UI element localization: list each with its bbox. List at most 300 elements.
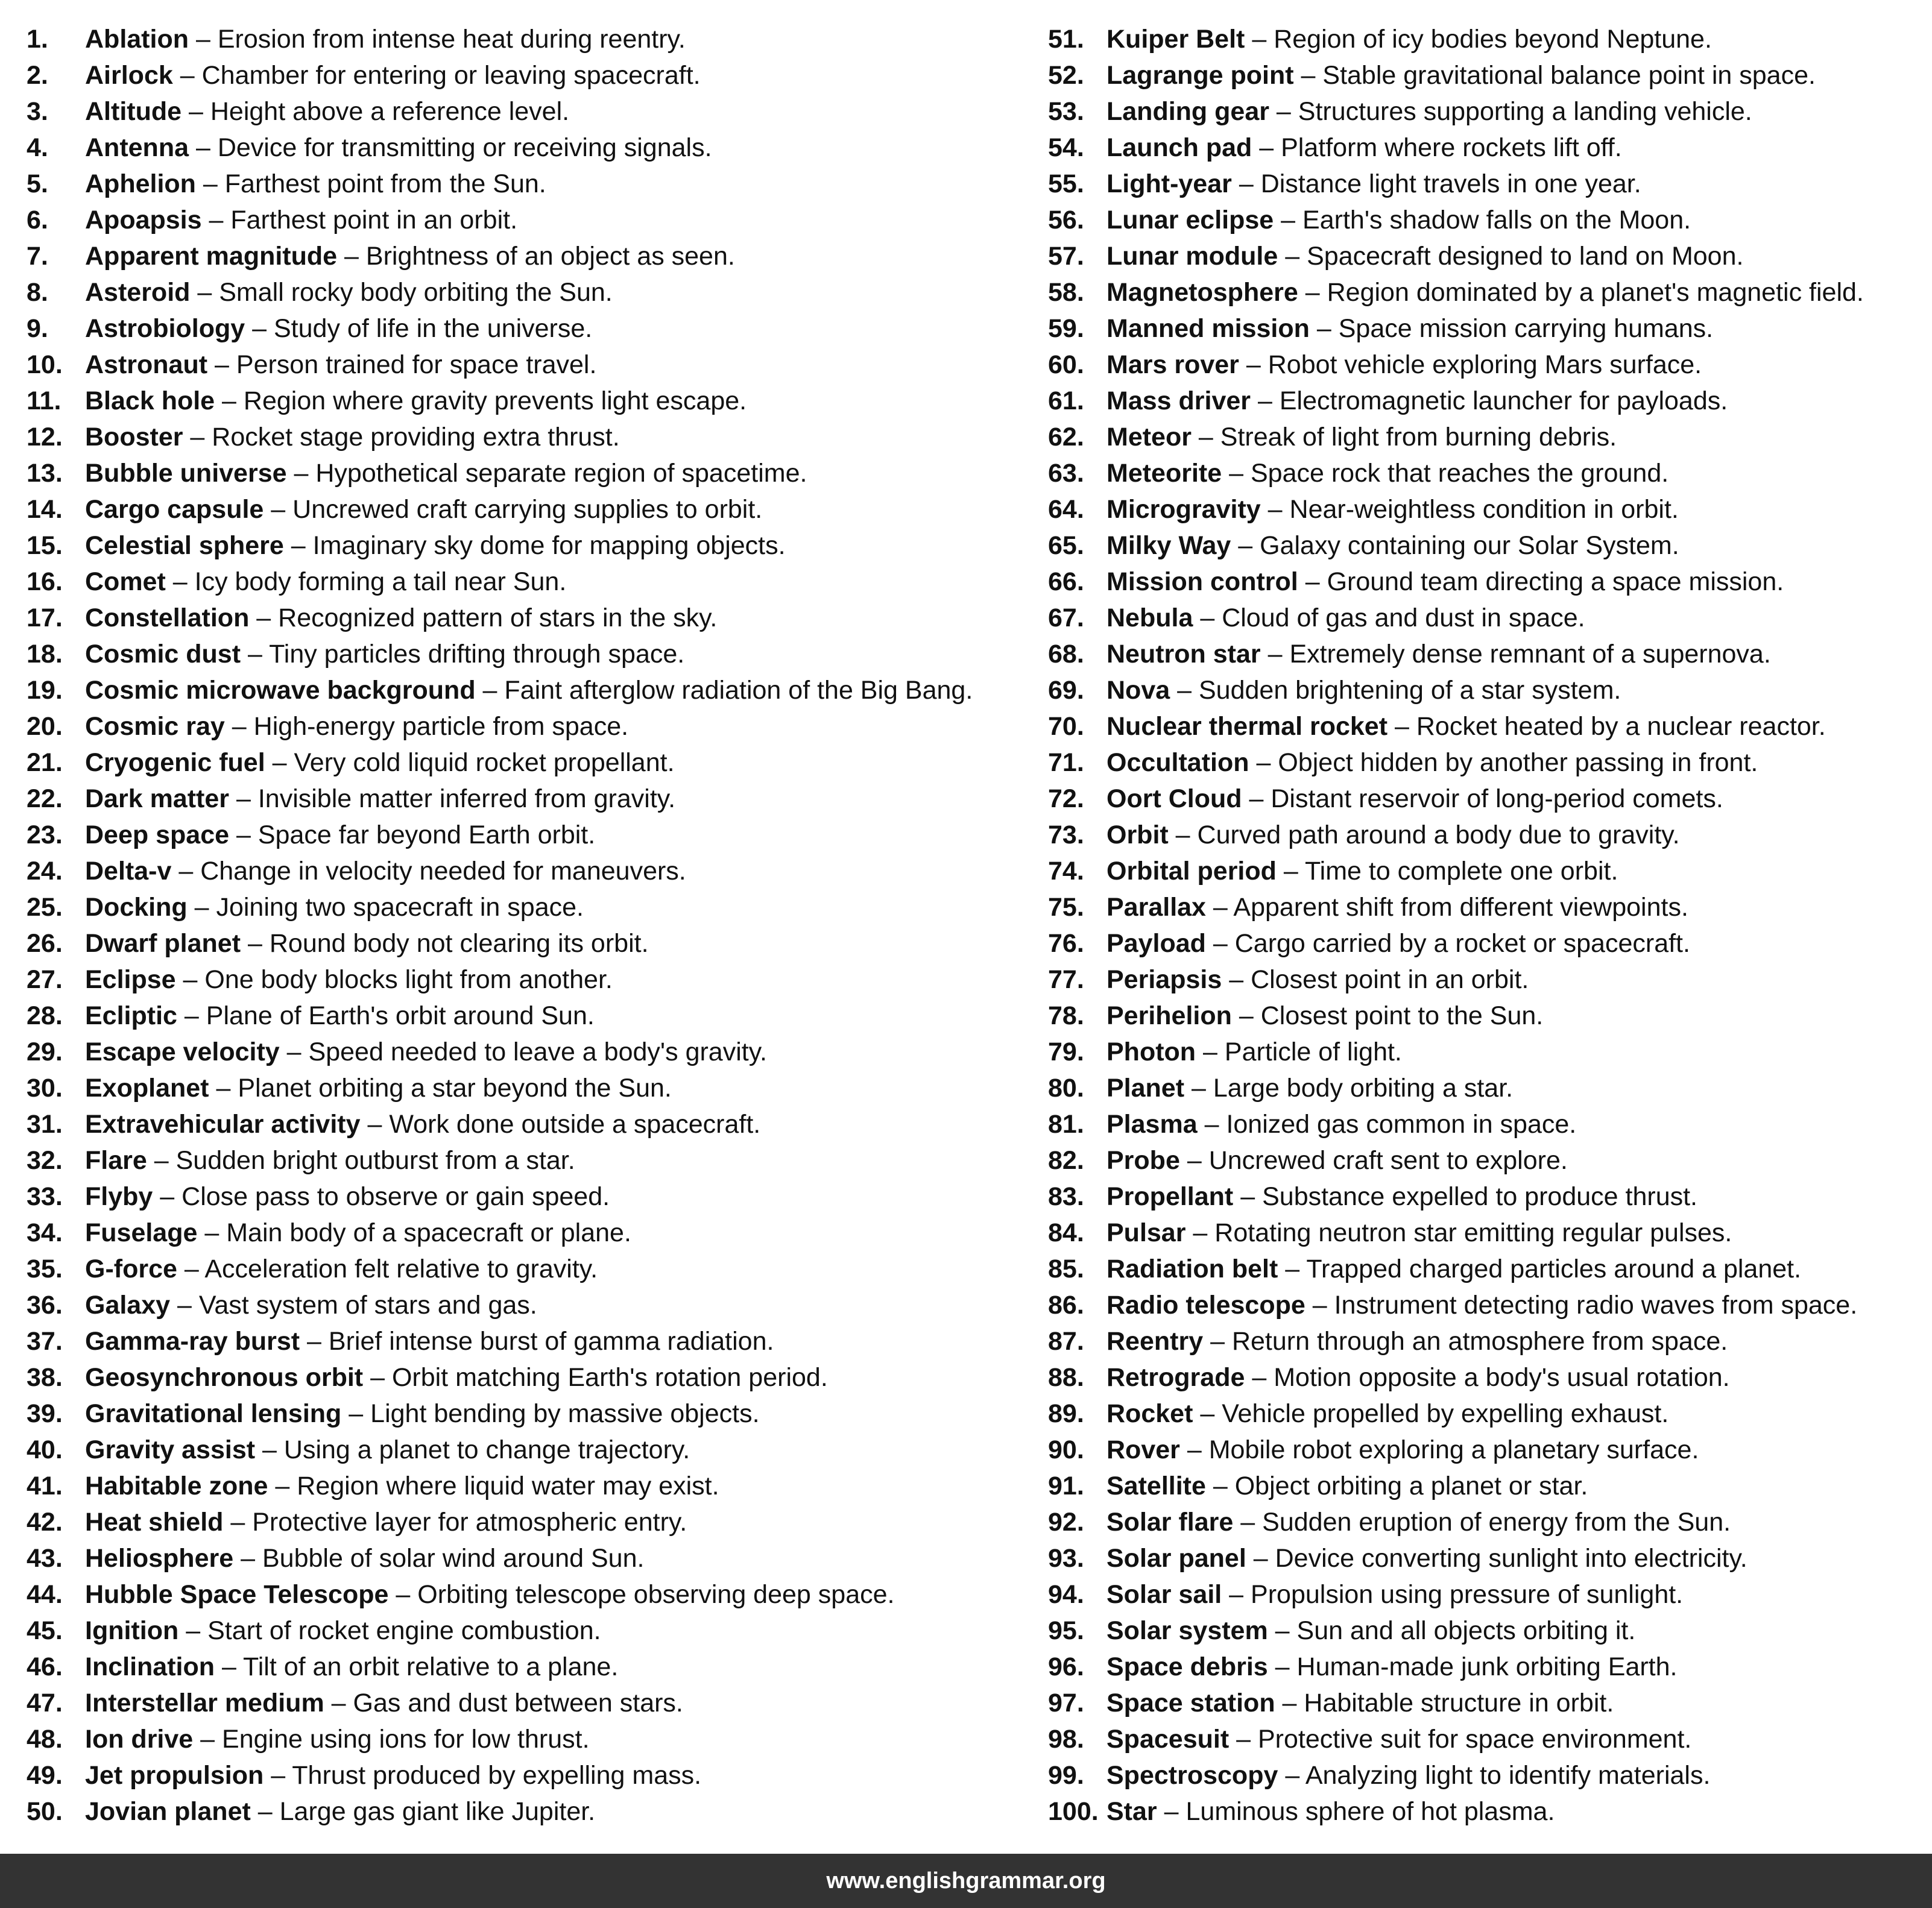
entry-term: Astronaut xyxy=(85,350,208,379)
entry-term: Space debris xyxy=(1106,1652,1268,1681)
entry-body xyxy=(85,1504,687,1540)
entry-definition: Galaxy containing our Solar System. xyxy=(1260,531,1679,560)
entry-dash: – xyxy=(1193,1218,1208,1247)
entry-definition: Structures supporting a landing vehicle. xyxy=(1298,97,1752,126)
entry-body xyxy=(85,600,717,636)
entry-term: Cosmic microwave background xyxy=(85,676,476,705)
entry-dash: – xyxy=(190,423,205,452)
entry-definition: Region of icy bodies beyond Neptune. xyxy=(1274,25,1712,54)
entry-definition: High-energy particle from space. xyxy=(253,712,629,741)
entry-number: 98. xyxy=(1048,1725,1084,1754)
footer-website-link[interactable]: www.englishgrammar.org xyxy=(826,1868,1106,1894)
glossary-entry xyxy=(27,1359,1021,1396)
entry-dash: – xyxy=(1282,1689,1297,1718)
entry-body xyxy=(85,1359,828,1396)
entry-body xyxy=(1106,1251,1801,1287)
entry-dash: – xyxy=(197,278,212,307)
entry-body xyxy=(1106,419,1617,455)
entry-number: 17. xyxy=(27,603,63,632)
entry-term: Interstellar medium xyxy=(85,1689,324,1718)
entry-dash: – xyxy=(1257,386,1272,415)
entry-definition: Engine using ions for low thrust. xyxy=(222,1725,590,1754)
entry-number: 60. xyxy=(1048,350,1084,379)
entry-body xyxy=(1106,564,1784,600)
entry-definition: Speed needed to leave a body's gravity. xyxy=(308,1037,767,1066)
entry-number: 65. xyxy=(1048,531,1084,560)
entry-dash: – xyxy=(262,1435,277,1464)
entry-term: Landing gear xyxy=(1106,97,1269,126)
entry-definition: Vast system of stars and gas. xyxy=(198,1291,537,1320)
entry-number: 26. xyxy=(27,929,63,958)
entry-dash: – xyxy=(1253,1544,1268,1573)
glossary-entry xyxy=(27,962,1021,998)
entry-dash: – xyxy=(257,1797,273,1826)
entry-number: 44. xyxy=(27,1580,63,1609)
glossary-entry xyxy=(27,781,1021,817)
entry-dash: – xyxy=(1164,1797,1179,1826)
entry-definition: Planet orbiting a star beyond the Sun. xyxy=(238,1074,672,1103)
glossary-entry xyxy=(1048,708,1922,745)
entry-dash: – xyxy=(1259,133,1274,162)
entry-body xyxy=(1106,21,1712,57)
entry-body xyxy=(85,889,584,925)
entry-term: Space station xyxy=(1106,1689,1275,1718)
entry-definition: Joining two spacecraft in space. xyxy=(216,893,584,922)
entry-definition: Earth's shadow falls on the Moon. xyxy=(1302,206,1691,235)
entry-number: 93. xyxy=(1048,1544,1084,1573)
entry-body xyxy=(85,1287,537,1323)
entry-number: 99. xyxy=(1048,1761,1084,1790)
entry-term: Booster xyxy=(85,423,183,452)
entry-term: Ion drive xyxy=(85,1725,194,1754)
glossary-entry xyxy=(1048,1215,1922,1251)
entry-dash: – xyxy=(1177,676,1192,705)
entry-definition: Platform where rockets lift off. xyxy=(1281,133,1622,162)
entry-dash: – xyxy=(1210,1327,1225,1356)
entry-body xyxy=(85,21,686,57)
entry-body xyxy=(1106,1468,1588,1504)
entry-dash: – xyxy=(154,1146,169,1175)
entry-definition: Space far beyond Earth orbit. xyxy=(257,820,596,849)
entry-definition: Cargo carried by a rocket or spacecraft. xyxy=(1234,929,1690,958)
entry-dash: – xyxy=(1305,567,1320,596)
entry-term: Mass driver xyxy=(1106,386,1251,415)
entry-term: Spacesuit xyxy=(1106,1725,1230,1754)
glossary-entry xyxy=(27,708,1021,745)
glossary-entry xyxy=(1048,1721,1922,1757)
entry-term: Docking xyxy=(85,893,188,922)
entry-body xyxy=(1106,1396,1668,1432)
entry-term: Gamma-ray burst xyxy=(85,1327,300,1356)
glossary-entry xyxy=(1048,1142,1922,1179)
entry-body xyxy=(1106,1685,1614,1721)
entry-term: Apoapsis xyxy=(85,206,202,235)
entry-dash: – xyxy=(215,350,229,379)
entry-term: Inclination xyxy=(85,1652,215,1681)
entry-definition: Rocket stage providing extra thrust. xyxy=(212,423,620,452)
glossary-entry xyxy=(27,1034,1021,1070)
entry-term: Deep space xyxy=(85,820,230,849)
entry-body xyxy=(85,130,712,166)
entry-dash: – xyxy=(331,1689,346,1718)
entry-term: Gravitational lensing xyxy=(85,1399,342,1428)
glossary-entry xyxy=(27,600,1021,636)
entry-body xyxy=(85,817,595,853)
entry-term: Mars rover xyxy=(1106,350,1239,379)
glossary-entry xyxy=(27,202,1021,238)
entry-dash: – xyxy=(209,206,224,235)
entry-dash: – xyxy=(294,459,309,488)
entry-body xyxy=(85,853,686,889)
entry-number: 1. xyxy=(27,25,48,54)
entry-dash: – xyxy=(1236,1725,1251,1754)
entry-dash: – xyxy=(367,1110,382,1139)
entry-term: Constellation xyxy=(85,603,250,632)
entry-number: 47. xyxy=(27,1689,63,1718)
entry-definition: Space mission carrying humans. xyxy=(1338,314,1714,343)
entry-number: 84. xyxy=(1048,1218,1084,1247)
entry-body xyxy=(85,57,701,93)
entry-number: 62. xyxy=(1048,423,1084,452)
entry-term: Periapsis xyxy=(1106,965,1222,994)
entry-dash: – xyxy=(1252,1363,1267,1392)
entry-body xyxy=(85,1432,690,1468)
glossary-entry xyxy=(27,21,1021,57)
entry-body xyxy=(85,1323,774,1359)
entry-term: Extravehicular activity xyxy=(85,1110,361,1139)
entry-term: Lunar eclipse xyxy=(1106,206,1274,235)
entry-definition: One body blocks light from another. xyxy=(204,965,613,994)
glossary-entry xyxy=(1048,1251,1922,1287)
entry-dash: – xyxy=(1175,820,1190,849)
entry-definition: Acceleration felt relative to gravity. xyxy=(204,1255,598,1283)
entry-term: Asteroid xyxy=(85,278,191,307)
glossary-entry xyxy=(27,1468,1021,1504)
entry-definition: Plane of Earth's orbit around Sun. xyxy=(206,1001,595,1030)
entry-number: 20. xyxy=(27,712,63,741)
entry-dash: – xyxy=(291,531,306,560)
glossary-column-left xyxy=(27,21,1021,1830)
entry-term: Flyby xyxy=(85,1182,153,1211)
entry-body xyxy=(85,1649,618,1685)
entry-body xyxy=(1106,1613,1635,1649)
entry-body xyxy=(1106,1359,1730,1396)
glossary-entry xyxy=(27,166,1021,202)
glossary-entry xyxy=(1048,853,1922,889)
entry-dash: – xyxy=(195,133,210,162)
entry-number: 54. xyxy=(1048,133,1084,162)
entry-number: 19. xyxy=(27,676,63,705)
entry-number: 15. xyxy=(27,531,63,560)
entry-term: Dwarf planet xyxy=(85,929,241,958)
entry-body xyxy=(1106,1540,1747,1576)
entry-term: Ecliptic xyxy=(85,1001,177,1030)
entry-body xyxy=(85,564,566,600)
entry-definition: Hypothetical separate region of spacetime. xyxy=(315,459,807,488)
entry-term: Spectroscopy xyxy=(1106,1761,1278,1790)
entry-number: 45. xyxy=(27,1616,63,1645)
entry-number: 22. xyxy=(27,784,63,813)
entry-body xyxy=(85,1721,590,1757)
entry-number: 41. xyxy=(27,1472,63,1500)
entry-number: 77. xyxy=(1048,965,1084,994)
entry-number: 6. xyxy=(27,206,48,235)
entry-body xyxy=(1106,1215,1732,1251)
glossary-entry xyxy=(27,1685,1021,1721)
entry-term: Orbital period xyxy=(1106,857,1277,886)
entry-number: 86. xyxy=(1048,1291,1084,1320)
entry-dash: – xyxy=(1239,1001,1254,1030)
entry-number: 90. xyxy=(1048,1435,1084,1464)
entry-body xyxy=(1106,491,1679,527)
entry-body xyxy=(1106,238,1743,274)
entry-definition: Device for transmitting or receiving signals. xyxy=(217,133,712,162)
glossary-entry xyxy=(1048,1793,1922,1830)
entry-dash: – xyxy=(1229,459,1244,488)
entry-body xyxy=(1106,130,1622,166)
entry-dash: – xyxy=(232,712,247,741)
entry-body xyxy=(1106,166,1641,202)
entry-body xyxy=(1106,93,1752,130)
glossary-entry xyxy=(1048,889,1922,925)
glossary-column-right xyxy=(1048,21,1922,1830)
entry-body xyxy=(85,274,613,310)
entry-definition: Sudden bright outburst from a star. xyxy=(175,1146,575,1175)
entry-dash: – xyxy=(203,169,218,198)
entry-term: Retrograde xyxy=(1106,1363,1245,1392)
entry-body xyxy=(1106,998,1543,1034)
entry-number: 5. xyxy=(27,169,48,198)
glossary-entry xyxy=(1048,1613,1922,1649)
entry-definition: Faint afterglow radiation of the Big Bang. xyxy=(504,676,973,705)
entry-dash: – xyxy=(1301,61,1316,90)
entry-definition: Ground team directing a space mission. xyxy=(1327,567,1784,596)
glossary-entry xyxy=(27,93,1021,130)
entry-dash: – xyxy=(1285,1255,1300,1283)
entry-term: Cosmic dust xyxy=(85,640,241,669)
glossary-entry xyxy=(27,1793,1021,1830)
entry-dash: – xyxy=(1316,314,1331,343)
entry-definition: Imaginary sky dome for mapping objects. xyxy=(312,531,786,560)
entry-number: 37. xyxy=(27,1327,63,1356)
entry-body xyxy=(85,455,807,491)
glossary-entry xyxy=(1048,1070,1922,1106)
entry-term: Lagrange point xyxy=(1106,61,1294,90)
glossary-entry xyxy=(27,889,1021,925)
entry-body xyxy=(85,1070,672,1106)
entry-number: 66. xyxy=(1048,567,1084,596)
entry-term: Rover xyxy=(1106,1435,1180,1464)
entry-term: Light-year xyxy=(1106,169,1232,198)
entry-definition: Bubble of solar wind around Sun. xyxy=(262,1544,645,1573)
entry-dash: – xyxy=(1256,748,1271,777)
entry-definition: Object hidden by another passing in front. xyxy=(1278,748,1758,777)
entry-term: Occultation xyxy=(1106,748,1249,777)
entry-term: Orbit xyxy=(1106,820,1169,849)
entry-number: 96. xyxy=(1048,1652,1084,1681)
entry-body xyxy=(1106,1649,1678,1685)
entry-body xyxy=(85,1179,610,1215)
entry-number: 12. xyxy=(27,423,63,452)
entry-definition: Recognized pattern of stars in the sky. xyxy=(278,603,718,632)
entry-body xyxy=(85,383,747,419)
entry-dash: – xyxy=(256,603,271,632)
entry-number: 14. xyxy=(27,495,63,524)
entry-term: Dark matter xyxy=(85,784,229,813)
entry-dash: – xyxy=(1238,531,1253,560)
entry-body xyxy=(1106,1323,1728,1359)
entry-term: Parallax xyxy=(1106,893,1206,922)
entry-definition: Change in velocity needed for maneuvers. xyxy=(200,857,686,886)
entry-term: Exoplanet xyxy=(85,1074,209,1103)
entry-dash: – xyxy=(1240,1508,1255,1537)
entry-dash: – xyxy=(482,676,497,705)
glossary-entry xyxy=(27,1649,1021,1685)
entry-definition: Main body of a spacecraft or plane. xyxy=(226,1218,631,1247)
entry-term: Perihelion xyxy=(1106,1001,1232,1030)
entry-dash: – xyxy=(216,1074,231,1103)
entry-body xyxy=(1106,57,1816,93)
entry-dash: – xyxy=(344,242,359,271)
entry-number: 46. xyxy=(27,1652,63,1681)
entry-body xyxy=(85,93,569,130)
entry-definition: Propulsion using pressure of sunlight. xyxy=(1251,1580,1684,1609)
entry-term: Meteorite xyxy=(1106,459,1222,488)
entry-dash: – xyxy=(204,1218,219,1247)
glossary-entry xyxy=(27,57,1021,93)
entry-term: Payload xyxy=(1106,929,1206,958)
entry-body xyxy=(1106,781,1723,817)
entry-number: 7. xyxy=(27,242,48,271)
glossary-entry xyxy=(1048,1106,1922,1142)
entry-term: Plasma xyxy=(1106,1110,1198,1139)
entry-number: 16. xyxy=(27,567,63,596)
glossary-entry xyxy=(27,1179,1021,1215)
entry-definition: Near-weightless condition in orbit. xyxy=(1289,495,1679,524)
entry-number: 79. xyxy=(1048,1037,1084,1066)
entry-number: 33. xyxy=(27,1182,63,1211)
entry-definition: Object orbiting a planet or star. xyxy=(1234,1472,1588,1500)
entry-term: Jovian planet xyxy=(85,1797,251,1826)
entry-dash: – xyxy=(1200,603,1215,632)
entry-number: 34. xyxy=(27,1218,63,1247)
entry-definition: Rocket heated by a nuclear reactor. xyxy=(1416,712,1826,741)
entry-term: Habitable zone xyxy=(85,1472,268,1500)
entry-definition: Extremely dense remnant of a supernova. xyxy=(1289,640,1771,669)
entry-body xyxy=(1106,310,1713,347)
entry-number: 87. xyxy=(1048,1327,1084,1356)
entry-body xyxy=(1106,274,1864,310)
entry-definition: Analyzing light to identify materials. xyxy=(1305,1761,1711,1790)
entry-term: Heat shield xyxy=(85,1508,224,1537)
entry-term: Ignition xyxy=(85,1616,179,1645)
glossary-entry xyxy=(1048,1757,1922,1793)
entry-body xyxy=(85,491,762,527)
entry-definition: Region dominated by a planet's magnetic field. xyxy=(1327,278,1864,307)
entry-definition: Protective layer for atmospheric entry. xyxy=(252,1508,687,1537)
entry-dash: – xyxy=(178,857,194,886)
glossary-entry xyxy=(27,491,1021,527)
entry-dash: – xyxy=(160,1182,175,1211)
entry-body xyxy=(85,745,675,781)
entry-definition: Close pass to observe or gain speed. xyxy=(182,1182,610,1211)
entry-definition: Cloud of gas and dust in space. xyxy=(1222,603,1585,632)
entry-definition: Sudden eruption of energy from the Sun. xyxy=(1262,1508,1731,1537)
entry-body xyxy=(1106,1179,1697,1215)
entry-definition: Human-made junk orbiting Earth. xyxy=(1296,1652,1678,1681)
entry-term: Manned mission xyxy=(1106,314,1310,343)
entry-term: Radiation belt xyxy=(1106,1255,1278,1283)
entry-definition: Streak of light from burning debris. xyxy=(1220,423,1617,452)
glossary-entry xyxy=(27,1504,1021,1540)
entry-definition: Study of life in the universe. xyxy=(274,314,593,343)
entry-body xyxy=(1106,962,1529,998)
entry-body xyxy=(1106,1070,1513,1106)
entry-body xyxy=(1106,202,1691,238)
entry-number: 76. xyxy=(1048,929,1084,958)
entry-definition: Spacecraft designed to land on Moon. xyxy=(1307,242,1744,271)
glossary-entry xyxy=(1048,817,1922,853)
entry-definition: Brightness of an object as seen. xyxy=(365,242,735,271)
entry-body xyxy=(1106,455,1668,491)
entry-dash: – xyxy=(1203,1037,1217,1066)
entry-number: 97. xyxy=(1048,1689,1084,1718)
entry-term: Delta-v xyxy=(85,857,172,886)
entry-body xyxy=(1106,383,1728,419)
entry-definition: Using a planet to change trajectory. xyxy=(283,1435,690,1464)
entry-term: Jet propulsion xyxy=(85,1761,264,1790)
entry-number: 23. xyxy=(27,820,63,849)
entry-definition: Motion opposite a body's usual rotation. xyxy=(1274,1363,1730,1392)
entry-body xyxy=(1106,745,1758,781)
glossary-entry xyxy=(27,636,1021,672)
entry-dash: – xyxy=(1276,97,1291,126)
entry-dash: – xyxy=(1187,1435,1202,1464)
entry-term: Launch pad xyxy=(1106,133,1252,162)
glossary-entry xyxy=(1048,93,1922,130)
entry-dash: – xyxy=(1281,206,1296,235)
entry-body xyxy=(85,925,649,962)
entry-dash: – xyxy=(1394,712,1409,741)
entry-dash: – xyxy=(186,1616,201,1645)
entry-number: 36. xyxy=(27,1291,63,1320)
entry-definition: Substance expelled to produce thrust. xyxy=(1262,1182,1698,1211)
entry-term: Altitude xyxy=(85,97,182,126)
entry-body xyxy=(85,419,620,455)
glossary-entry xyxy=(1048,1396,1922,1432)
glossary-entry xyxy=(27,383,1021,419)
entry-body xyxy=(85,527,786,564)
entry-body xyxy=(85,1396,760,1432)
entry-number: 94. xyxy=(1048,1580,1084,1609)
glossary-entry xyxy=(27,1106,1021,1142)
entry-definition: Luminous sphere of hot plasma. xyxy=(1185,1797,1555,1826)
entry-dash: – xyxy=(1213,929,1228,958)
entry-body xyxy=(1106,1504,1731,1540)
glossary-entry xyxy=(1048,527,1922,564)
entry-dash: – xyxy=(1312,1291,1327,1320)
entry-term: Cryogenic fuel xyxy=(85,748,265,777)
entry-number: 42. xyxy=(27,1508,63,1537)
entry-term: Solar system xyxy=(1106,1616,1268,1645)
entry-definition: Uncrewed craft sent to explore. xyxy=(1208,1146,1568,1175)
glossary-entry xyxy=(27,1576,1021,1613)
entry-number: 67. xyxy=(1048,603,1084,632)
entry-term: Gravity assist xyxy=(85,1435,256,1464)
entry-term: Meteor xyxy=(1106,423,1192,452)
entry-definition: Apparent shift from different viewpoints. xyxy=(1233,893,1688,922)
entry-dash: – xyxy=(189,97,203,126)
